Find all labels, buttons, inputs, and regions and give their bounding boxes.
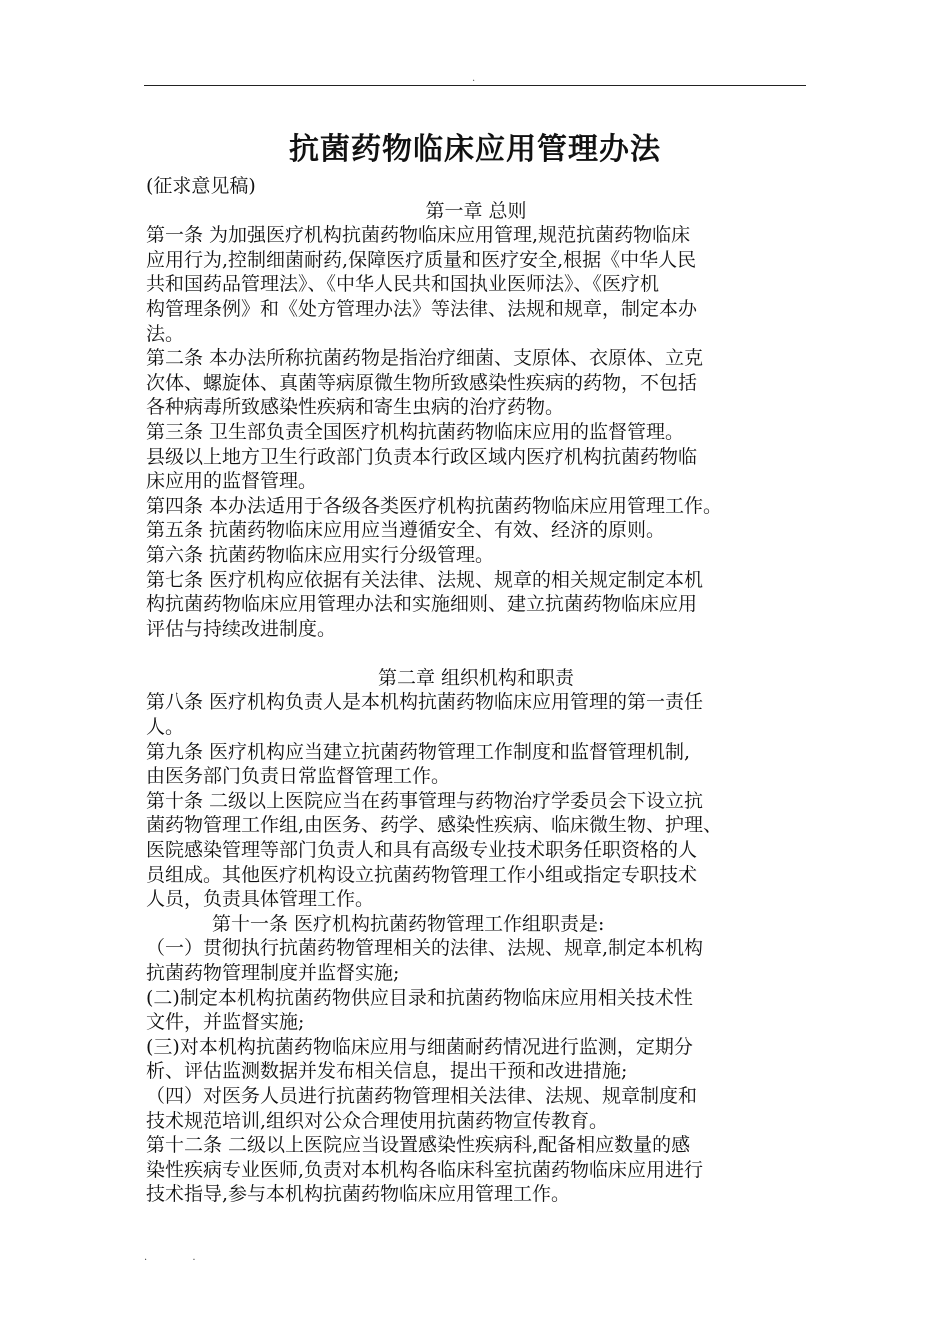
text-line: 第二条 本办法所称抗菌药物是指治疗细菌、支原体、衣原体、立克 bbox=[146, 347, 704, 370]
text-line: （一）贯彻执行抗菌药物管理相关的法律、法规、规章,制定本机构 bbox=[146, 937, 704, 960]
text-line: 第三条 卫生部负责全国医疗机构抗菌药物临床应用的监督管理。 bbox=[146, 420, 685, 443]
footer-marks bbox=[144, 1252, 238, 1263]
text-line: 染性疾病专业医师,负责对本机构各临床科室抗菌药物临床应用进行 bbox=[146, 1158, 704, 1181]
text-line: 各种病毒所致感染性疾病和寄生虫病的治疗药物。 bbox=[146, 396, 565, 419]
text-line: 第一条 为加强医疗机构抗菌药物临床应用管理,规范抗菌药物临床 bbox=[146, 224, 691, 247]
text-line: 评估与持续改进制度。 bbox=[146, 617, 337, 640]
text-line: 县级以上地方卫生行政部门负责本行政区域内医疗机构抗菌药物临 bbox=[146, 445, 698, 468]
text-line: 菌药物管理工作组,由医务、药学、感染性疾病、临床微生物、护理、 bbox=[146, 814, 723, 837]
text-line: 抗菌药物管理制度并监督实施; bbox=[146, 962, 400, 984]
text-line: （四）对医务人员进行抗菌药物管理相关法律、法规、规章制度和 bbox=[146, 1084, 698, 1107]
text-line: 第九条 医疗机构应当建立抗菌药物管理工作制度和监督管理机制, bbox=[146, 740, 691, 763]
footer-mark: . bbox=[144, 1252, 148, 1263]
chapter1-text bbox=[146, 223, 826, 641]
text-line: 第六条 抗菌药物临床应用实行分级管理。 bbox=[146, 543, 495, 566]
text-line: 文件，并监督实施; bbox=[146, 1011, 305, 1034]
text-line: 第八条 医疗机构负责人是本机构抗菌药物临床应用管理的第一责任 bbox=[146, 691, 704, 714]
footer-mark: . bbox=[192, 1252, 196, 1263]
paragraph-spacer bbox=[146, 641, 826, 666]
text-line: 次体、螺旋体、真菌等病原微生物所致感染性疾病的药物，不包括 bbox=[146, 371, 698, 394]
text-line: 人。 bbox=[146, 716, 185, 739]
text-line: 技术指导,参与本机构抗菌药物临床应用管理工作。 bbox=[146, 1183, 571, 1206]
text-line: (二)制定本机构抗菌药物供应目录和抗菌药物临床应用相关技术性 bbox=[146, 986, 693, 1009]
chapter-heading: 第二章 组织机构和职责 bbox=[377, 666, 575, 689]
chapter2-text bbox=[146, 690, 826, 911]
article-11-intro: 第十一条 医疗机构抗菌药物管理工作组职责是: bbox=[212, 912, 605, 935]
header-mark: . bbox=[472, 73, 476, 84]
text-line: 人员，负责具体管理工作。 bbox=[146, 888, 375, 911]
text-line: 构抗菌药物临床应用管理办法和实施细则、建立抗菌药物临床应用 bbox=[146, 593, 698, 616]
chapter2-text-continued bbox=[146, 936, 826, 1207]
text-line: 第七条 医疗机构应依据有关法律、法规、规章的相关规定制定本机 bbox=[146, 568, 704, 591]
document-body bbox=[146, 174, 826, 1207]
text-line: 法。 bbox=[146, 322, 185, 345]
draft-note: (征求意见稿) bbox=[146, 175, 256, 197]
text-line: 由医务部门负责日常监督管理工作。 bbox=[146, 765, 451, 788]
chapter-heading: 第一章 总则 bbox=[425, 199, 527, 222]
text-line: 医院感染管理等部门负责人和具有高级专业技术职务任职资格的人 bbox=[146, 839, 698, 862]
text-line: 第四条 本办法适用于各级各类医疗机构抗菌药物临床应用管理工作。 bbox=[146, 494, 723, 517]
text-line: 第五条 抗菌药物临床应用应当遵循安全、有效、经济的原则。 bbox=[146, 519, 666, 542]
text-line: 第十条 二级以上医院应当在药事管理与药物治疗学委员会下设立抗 bbox=[146, 789, 704, 812]
text-line: 床应用的监督管理。 bbox=[146, 470, 318, 493]
text-line: 技术规范培训,组织对公众合理使用抗菌药物宣传教育。 bbox=[146, 1109, 609, 1132]
text-line: 构管理条例》和《处方管理办法》等法律、法规和规章，制定本办 bbox=[146, 297, 698, 320]
header-rule bbox=[144, 85, 806, 86]
text-line: (三)对本机构抗菌药物临床应用与细菌耐药情况进行监测，定期分 bbox=[146, 1035, 693, 1058]
text-line: 员组成。其他医疗机构设立抗菌药物管理工作小组或指定专职技术 bbox=[146, 863, 698, 886]
text-line: 应用行为,控制细菌耐药,保障医疗质量和医疗安全,根据《中华人民 bbox=[146, 248, 697, 271]
document-title: 抗菌药物临床应用管理办法 bbox=[289, 132, 661, 167]
text-line: 析、评估监测数据并发布相关信息，提出干预和改进措施; bbox=[146, 1060, 628, 1083]
text-line: 第十二条 二级以上医院应当设置感染性疾病科,配备相应数量的感 bbox=[146, 1134, 691, 1157]
text-line: 共和国药品管理法》、《中华人民共和国执业医师法》、《医疗机 bbox=[146, 273, 660, 296]
